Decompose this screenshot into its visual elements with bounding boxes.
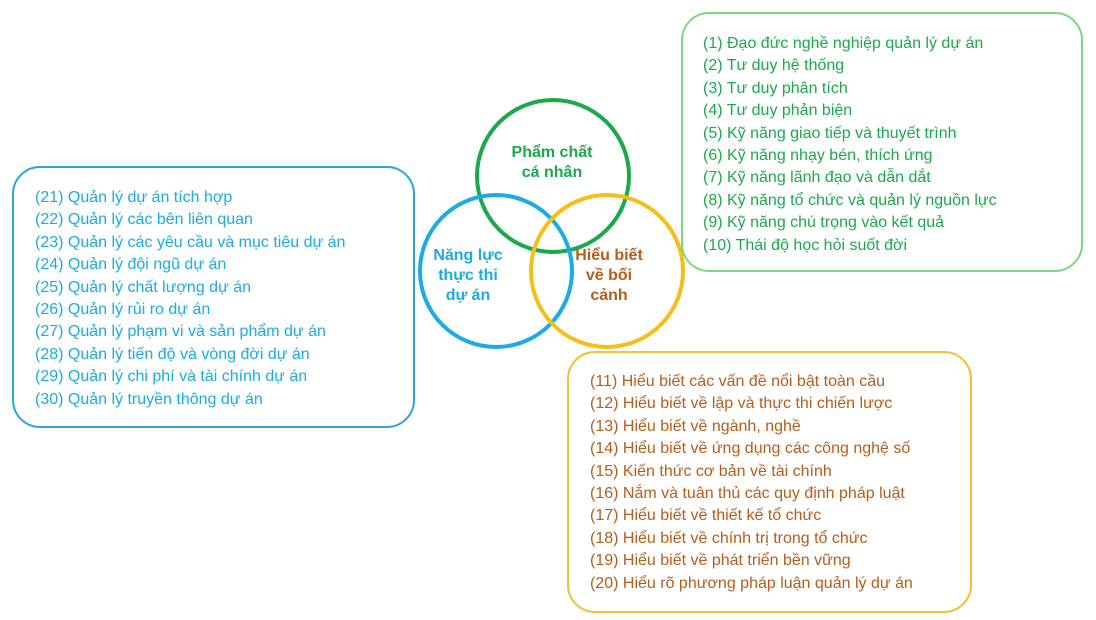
list-item: (20) Hiểu rõ phương pháp luận quản lý dự án: [590, 574, 913, 592]
list-item: (9) Kỹ năng chú trọng vào kết quả: [703, 214, 945, 232]
list-item: (27) Quản lý phạm vi và sản phẩm dự án: [35, 323, 326, 341]
context-understanding-list: [590, 371, 970, 595]
venn-label-line: cá nhân: [521, 164, 583, 181]
venn-label-pham-chat: [492, 143, 612, 183]
list-item: (25) Quản lý chất lượng dự án: [35, 278, 252, 296]
venn-label-line: Năng lực: [433, 247, 503, 264]
list-item: (7) Kỹ năng lãnh đạo và dẫn dắt: [703, 169, 931, 187]
personal-qualities-box: [681, 12, 1083, 272]
venn-label-line: dự án: [445, 287, 491, 304]
list-item: (8) Kỹ năng tổ chức và quản lý nguồn lực: [703, 191, 997, 209]
venn-label-line: về bối: [585, 267, 633, 284]
list-item: (11) Hiểu biết các vấn đề nổi bật toàn cầu: [590, 373, 885, 390]
list-item: (23) Quản lý các yêu cầu và mục tiêu dự án: [35, 233, 346, 251]
list-item: (26) Quản lý rủi ro dự án: [35, 301, 211, 319]
venn-label-line: Hiểu biết: [575, 247, 643, 264]
venn-label-line: thực thi: [438, 267, 498, 284]
list-item: (29) Quản lý chi phí và tài chính dự án: [35, 368, 308, 386]
venn-label-hieu-biet: [549, 246, 669, 306]
list-item: (24) Quản lý đội ngũ dự án: [35, 256, 227, 274]
list-item: (2) Tư duy hệ thống: [703, 57, 845, 75]
list-item: (6) Kỹ năng nhạy bén, thích ứng: [703, 147, 933, 165]
list-item: (12) Hiểu biết về lập và thực thi chiến lược: [590, 395, 893, 413]
venn-diagram: [410, 90, 700, 360]
context-understanding-box: [567, 351, 972, 613]
list-item: (15) Kiến thức cơ bản về tài chính: [590, 462, 832, 480]
venn-label-line: Phẩm chất: [511, 144, 593, 161]
list-item: (18) Hiểu biết về chính trị trong tổ chức: [590, 529, 868, 547]
venn-label-nang-luc: [408, 246, 528, 306]
list-item: (16) Nắm và tuân thủ các quy định pháp luật: [590, 485, 905, 503]
list-item: (4) Tư duy phản biện: [703, 102, 853, 120]
list-item: (10) Thái độ học hỏi suốt đời: [703, 236, 908, 254]
list-item: (13) Hiểu biết về ngành, nghề: [590, 417, 801, 435]
execution-competency-list: [35, 187, 413, 411]
list-item: (14) Hiểu biết về ứng dụng các công nghệ số: [590, 440, 911, 458]
list-item: (21) Quản lý dự án tích hợp: [35, 189, 233, 206]
venn-label-line: cảnh: [590, 287, 628, 304]
list-item: (17) Hiểu biết về thiết kế tổ chức: [590, 507, 822, 525]
personal-qualities-list: [703, 33, 1081, 257]
list-item: (1) Đạo đức nghề nghiệp quản lý dự án: [703, 35, 984, 52]
list-item: (3) Tư duy phân tích: [703, 79, 848, 97]
list-item: (28) Quản lý tiến độ và vòng đời dự án: [35, 345, 310, 363]
list-item: (5) Kỹ năng giao tiếp và thuyết trình: [703, 124, 957, 142]
list-item: (19) Hiểu biết về phát triển bền vững: [590, 552, 851, 570]
list-item: (22) Quản lý các bên liên quan: [35, 211, 253, 229]
execution-competency-box: [12, 166, 415, 428]
list-item: (30) Quản lý truyền thông dự án: [35, 390, 263, 408]
